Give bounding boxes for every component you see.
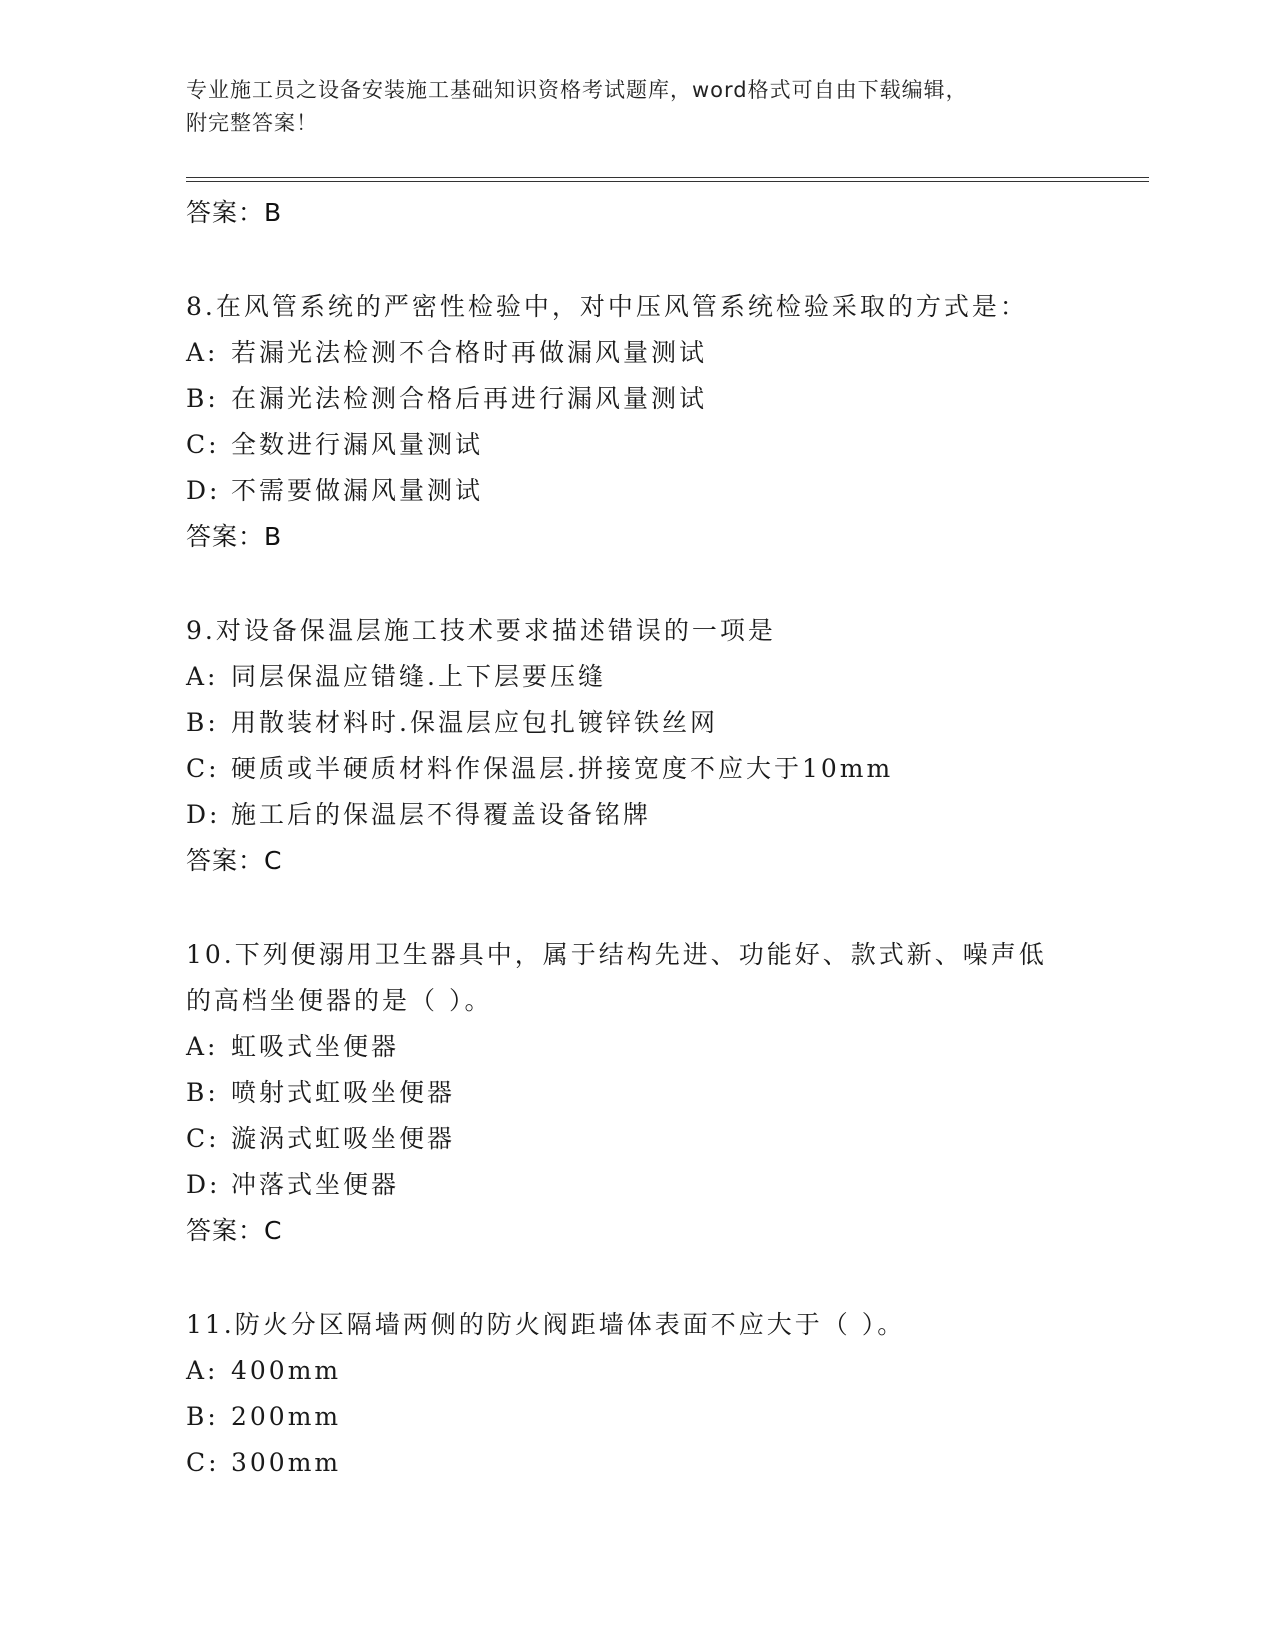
answer-line: 答案：C	[186, 1216, 283, 1245]
question-list	[186, 190, 1086, 1486]
question-stem: 10.下列便溺用卫生器具中，属于结构先进、功能好、款式新、噪声低的高档坐便器的是（ ）。	[186, 940, 1047, 1015]
option-text: 用散装材料时.保温层应包扎镀锌铁丝网	[231, 708, 718, 737]
option-b	[186, 1394, 1086, 1440]
option-letter: A:	[186, 662, 219, 691]
question-stem: 8.在风管系统的严密性检验中，对中压风管系统检验采取的方式是：	[186, 292, 1028, 321]
answer-line: 答案：B	[186, 198, 283, 227]
option-text: 同层保温应错缝.上下层要压缝	[231, 662, 606, 691]
question-block	[186, 608, 1086, 884]
option-text: 全数进行漏风量测试	[231, 430, 484, 459]
option-letter: A:	[186, 338, 219, 367]
document-header	[186, 74, 1086, 140]
option-text: 200mm	[231, 1402, 342, 1431]
option-b	[186, 1070, 1086, 1116]
answer-line: 答案：B	[186, 522, 283, 551]
option-c	[186, 746, 1086, 792]
option-letter: B:	[186, 1078, 219, 1107]
option-c	[186, 422, 1086, 468]
answer-line: 答案：C	[186, 846, 283, 875]
option-text: 漩涡式虹吸坐便器	[231, 1124, 456, 1153]
option-letter: B:	[186, 384, 219, 413]
spacer	[186, 236, 1086, 284]
spacer	[186, 884, 1086, 932]
option-text: 400mm	[231, 1356, 342, 1385]
option-d	[186, 1162, 1086, 1208]
option-letter: C:	[186, 1124, 220, 1153]
option-d	[186, 468, 1086, 514]
option-b	[186, 700, 1086, 746]
option-letter: A:	[186, 1032, 219, 1061]
option-letter: D:	[186, 800, 221, 829]
option-c	[186, 1440, 1086, 1486]
option-a	[186, 1024, 1086, 1070]
header-line-1: 专业施工员之设备安装施工基础知识资格考试题库，word格式可自由下载编辑，	[186, 78, 968, 102]
spacer	[186, 1254, 1086, 1302]
option-text: 在漏光法检测合格后再进行漏风量测试	[231, 384, 708, 413]
header-line-2: 附完整答案！	[186, 111, 318, 135]
option-text: 施工后的保温层不得覆盖设备铭牌	[231, 800, 652, 829]
question-block	[186, 1302, 1086, 1486]
option-letter: D:	[186, 1170, 221, 1199]
option-letter: C:	[186, 754, 220, 783]
question-stem: 9.对设备保温层施工技术要求描述错误的一项是	[186, 616, 776, 645]
option-d	[186, 792, 1086, 838]
option-letter: A:	[186, 1356, 219, 1385]
option-a	[186, 654, 1086, 700]
question-stem: 11.防火分区隔墙两侧的防火阀距墙体表面不应大于（ ）。	[186, 1310, 906, 1339]
option-c	[186, 1116, 1086, 1162]
option-text: 硬质或半硬质材料作保温层.拼接宽度不应大于10mm	[231, 754, 894, 783]
option-text: 若漏光法检测不合格时再做漏风量测试	[231, 338, 708, 367]
option-text: 冲落式坐便器	[231, 1170, 400, 1199]
option-text: 不需要做漏风量测试	[231, 476, 484, 505]
spacer	[186, 560, 1086, 608]
option-letter: C:	[186, 1448, 220, 1477]
header-divider	[186, 177, 1149, 182]
option-text: 虹吸式坐便器	[231, 1032, 400, 1061]
option-letter: C:	[186, 430, 220, 459]
question-block	[186, 932, 1086, 1254]
option-text: 喷射式虹吸坐便器	[231, 1078, 456, 1107]
question-block	[186, 284, 1086, 560]
option-a	[186, 1348, 1086, 1394]
option-letter: D:	[186, 476, 221, 505]
option-letter: B:	[186, 708, 219, 737]
option-b	[186, 376, 1086, 422]
option-letter: B:	[186, 1402, 219, 1431]
option-text: 300mm	[231, 1448, 342, 1477]
option-a	[186, 330, 1086, 376]
